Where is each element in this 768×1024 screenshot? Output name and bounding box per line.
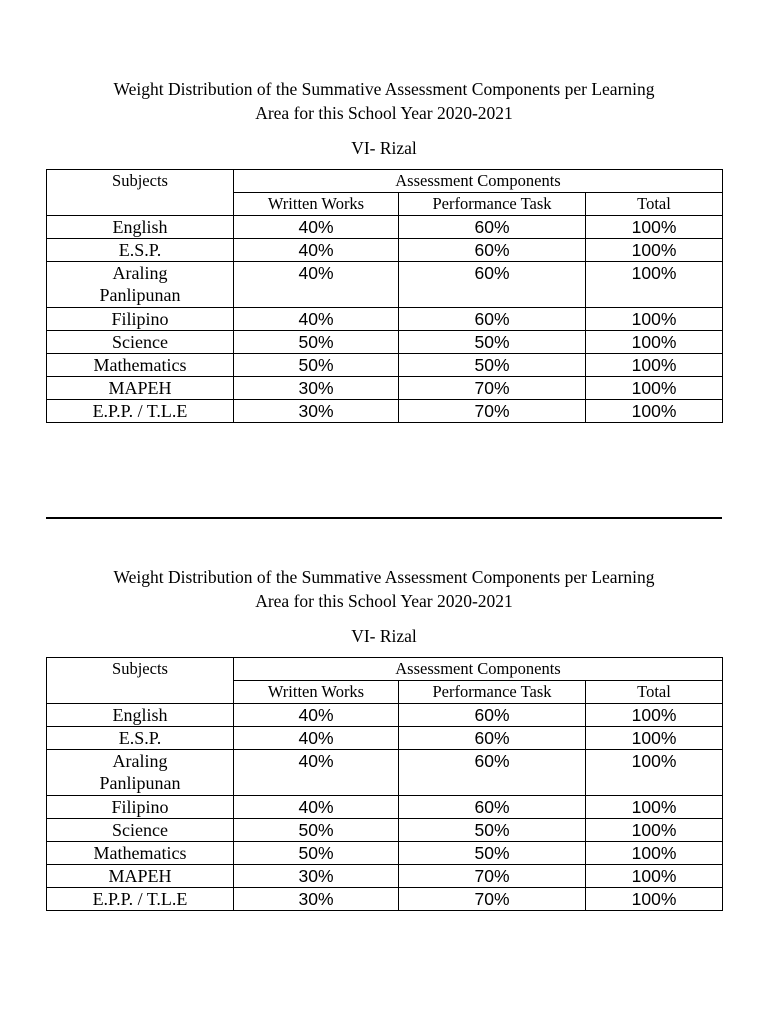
performance-task-cell: 50% — [399, 842, 586, 865]
subject-cell: MAPEH — [47, 865, 234, 888]
performance-task-cell: 60% — [399, 727, 586, 750]
table-row — [47, 239, 723, 262]
total-header: Total — [586, 681, 723, 704]
total-cell: 100% — [586, 704, 723, 727]
table-row — [47, 308, 723, 331]
table-header-row — [47, 170, 723, 193]
written-works-cell: 50% — [234, 354, 399, 377]
written-works-cell: 40% — [234, 727, 399, 750]
table-row — [47, 216, 723, 239]
subject-cell: Mathematics — [47, 842, 234, 865]
performance-task-cell: 70% — [399, 400, 586, 423]
total-cell: 100% — [586, 888, 723, 911]
subject-cell: Filipino — [47, 308, 234, 331]
table-row — [47, 727, 723, 750]
weight-distribution-table — [46, 169, 723, 423]
table-row — [47, 262, 723, 308]
document-title-line2: Area for this School Year 2020-2021 — [255, 103, 513, 123]
performance-task-cell: 50% — [399, 819, 586, 842]
subject-cell: E.S.P. — [47, 239, 234, 262]
total-cell: 100% — [586, 331, 723, 354]
performance-task-cell: 60% — [399, 704, 586, 727]
table-row — [47, 400, 723, 423]
total-cell: 100% — [586, 262, 723, 308]
performance-task-cell: 60% — [399, 796, 586, 819]
performance-task-cell: 70% — [399, 377, 586, 400]
written-works-cell: 50% — [234, 842, 399, 865]
written-works-header: Written Works — [234, 193, 399, 216]
written-works-cell: 30% — [234, 865, 399, 888]
subject-line1: Araling — [112, 751, 168, 771]
document-title-line1: Weight Distribution of the Summative Assessment Components per Learning — [113, 567, 655, 587]
subjects-header: Subjects — [47, 170, 234, 216]
subject-cell: Science — [47, 331, 234, 354]
subject-line1: Araling — [112, 263, 168, 283]
table-row — [47, 796, 723, 819]
subject-cell — [47, 262, 234, 308]
written-works-cell: 50% — [234, 331, 399, 354]
subject-cell: E.P.P. / T.L.E — [47, 400, 234, 423]
subject-cell: E.S.P. — [47, 727, 234, 750]
class-section-label: VI- Rizal — [351, 138, 417, 158]
assessment-components-header: Assessment Components — [234, 658, 723, 681]
performance-task-cell: 60% — [399, 239, 586, 262]
written-works-cell: 40% — [234, 796, 399, 819]
assessment-components-header: Assessment Components — [234, 170, 723, 193]
table-row — [47, 865, 723, 888]
document-title-line2: Area for this School Year 2020-2021 — [255, 591, 513, 611]
total-cell: 100% — [586, 216, 723, 239]
total-cell: 100% — [586, 308, 723, 331]
total-cell: 100% — [586, 239, 723, 262]
performance-task-cell: 60% — [399, 262, 586, 308]
subject-line2: Panlipunan — [99, 773, 181, 793]
document-title-line1: Weight Distribution of the Summative Assessment Components per Learning — [113, 79, 655, 99]
performance-task-cell: 50% — [399, 354, 586, 377]
table-row — [47, 842, 723, 865]
subject-cell: Science — [47, 819, 234, 842]
total-cell: 100% — [586, 727, 723, 750]
table-row — [47, 888, 723, 911]
written-works-cell: 30% — [234, 888, 399, 911]
total-cell: 100% — [586, 400, 723, 423]
section-divider-line — [46, 517, 722, 519]
performance-task-cell: 50% — [399, 331, 586, 354]
table-row — [47, 354, 723, 377]
weight-distribution-table — [46, 657, 723, 911]
subject-cell: MAPEH — [47, 377, 234, 400]
performance-task-cell: 60% — [399, 308, 586, 331]
written-works-cell: 40% — [234, 262, 399, 308]
total-header: Total — [586, 193, 723, 216]
written-works-cell: 30% — [234, 377, 399, 400]
subject-cell — [47, 750, 234, 796]
total-cell: 100% — [586, 842, 723, 865]
subjects-header: Subjects — [47, 658, 234, 704]
subject-cell: English — [47, 216, 234, 239]
subject-cell: E.P.P. / T.L.E — [47, 888, 234, 911]
total-cell: 100% — [586, 819, 723, 842]
performance-task-header: Performance Task — [399, 193, 586, 216]
performance-task-header: Performance Task — [399, 681, 586, 704]
performance-task-cell: 60% — [399, 216, 586, 239]
subject-cell: Mathematics — [47, 354, 234, 377]
written-works-cell: 40% — [234, 308, 399, 331]
performance-task-cell: 70% — [399, 888, 586, 911]
written-works-header: Written Works — [234, 681, 399, 704]
total-cell: 100% — [586, 865, 723, 888]
table-row — [47, 377, 723, 400]
table-row — [47, 819, 723, 842]
written-works-cell: 40% — [234, 239, 399, 262]
subject-cell: English — [47, 704, 234, 727]
table-header-row — [47, 658, 723, 681]
subject-cell: Filipino — [47, 796, 234, 819]
total-cell: 100% — [586, 750, 723, 796]
table-row — [47, 750, 723, 796]
table-row — [47, 331, 723, 354]
written-works-cell: 50% — [234, 819, 399, 842]
table-row — [47, 704, 723, 727]
total-cell: 100% — [586, 796, 723, 819]
performance-task-cell: 60% — [399, 750, 586, 796]
performance-task-cell: 70% — [399, 865, 586, 888]
total-cell: 100% — [586, 377, 723, 400]
total-cell: 100% — [586, 354, 723, 377]
written-works-cell: 40% — [234, 216, 399, 239]
class-section-label: VI- Rizal — [351, 626, 417, 646]
written-works-cell: 30% — [234, 400, 399, 423]
subject-line2: Panlipunan — [99, 285, 181, 305]
written-works-cell: 40% — [234, 704, 399, 727]
written-works-cell: 40% — [234, 750, 399, 796]
